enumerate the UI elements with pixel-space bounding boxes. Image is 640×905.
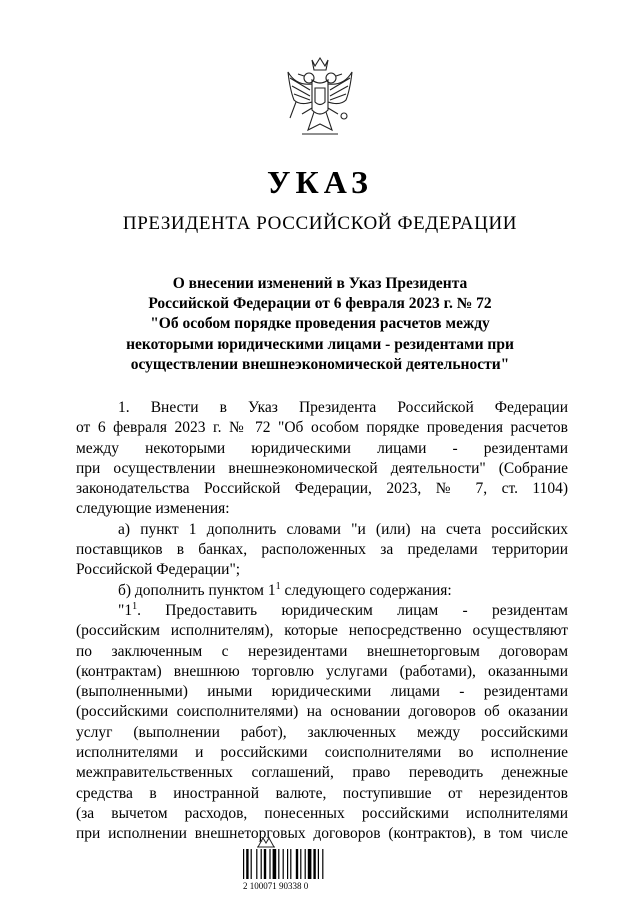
issuer-heading: ПРЕЗИДЕНТА РОССИЙСКОЙ ФЕДЕРАЦИИ bbox=[122, 213, 518, 234]
body-line: поставщиков в банках, расположенных за пределами территории bbox=[76, 541, 568, 559]
body-line: (выполненными) иными юридическими лицами - резидентами bbox=[76, 683, 568, 701]
body-line: исполнителями и российскими соисполнителями во исполнение bbox=[76, 744, 568, 762]
body-line: услуг (выполнении работ), заключенных между российскими bbox=[76, 723, 568, 741]
body-line: 1. Внести в Указ Президента Российской Федерации bbox=[118, 399, 568, 416]
barcode-bar bbox=[251, 849, 252, 879]
barcode-bar bbox=[243, 849, 244, 879]
barcode-bar bbox=[290, 849, 291, 879]
barcode-bar bbox=[283, 849, 284, 879]
barcode-bar bbox=[322, 849, 323, 879]
body-line bbox=[76, 601, 568, 621]
body-line: при исполнении внешнеторговых договоров (контрактов), в том числе bbox=[76, 825, 568, 843]
barcode-bar bbox=[287, 849, 288, 879]
title-line: некоторыми юридическими лицами - резидентами при bbox=[126, 335, 514, 353]
barcode-bar bbox=[300, 849, 301, 879]
body-line: (контрактам) внешнюю торговлю услугами (работами), оказанными bbox=[76, 662, 568, 680]
coat-of-arms-emblem bbox=[282, 56, 358, 142]
russian-coat-of-arms-icon bbox=[282, 56, 358, 142]
body-line: Российской Федерации"; bbox=[76, 561, 241, 579]
body-text: следующего содержания: bbox=[280, 581, 452, 599]
body-line: при осуществлении внешнеэкономической деятельности" (Собрание bbox=[76, 459, 568, 477]
body-line: законодательства Российской Федерации, 2023, № 7, ст. 1104) bbox=[76, 480, 568, 498]
superscript: 1 bbox=[132, 600, 138, 612]
title-line: "Об особом порядке проведения расчетов между bbox=[150, 315, 490, 333]
body-line: от 6 февраля 2023 г. № 72 "Об особом порядке проведения расчетов bbox=[76, 419, 568, 437]
decree-body bbox=[76, 398, 568, 845]
body-text: "1 bbox=[118, 601, 133, 619]
barcode-bar bbox=[246, 849, 248, 879]
body-line: а) пункт 1 дополнить словами "и (или) на счета российских bbox=[118, 520, 568, 538]
body-line: по заключенным с нерезидентами внешнеторговым договорам bbox=[76, 642, 568, 660]
body-line: средства в иностранной валюте, поступившие от нерезидентов bbox=[76, 784, 568, 802]
body-line: (российскими соисполнителями) на основании договоров об оказании bbox=[76, 703, 568, 721]
decree-title bbox=[60, 274, 580, 375]
title-line: Российской Федерации от 6 февраля 2023 г. № 72 bbox=[148, 295, 492, 313]
superscript: 1 bbox=[275, 580, 281, 592]
body-line: межправительственных соглашений, право переводить денежные bbox=[76, 764, 568, 782]
title-line: осуществлении внешнеэкономической деятельности" bbox=[130, 355, 510, 373]
barcode-bar bbox=[278, 849, 279, 879]
barcode-bar bbox=[308, 849, 312, 879]
body-line: следующие изменения: bbox=[76, 500, 230, 518]
body-line: между некоторыми юридическими лицами - резидентами bbox=[76, 439, 568, 457]
service-mark-icon bbox=[255, 835, 277, 849]
body-line: (за вычетом расходов, понесенных российскими исполнителями bbox=[76, 804, 568, 822]
body-line: (российским исполнителям), которые непосредственно осуществляют bbox=[76, 622, 568, 640]
barcode-number: 2 100071 90338 0 bbox=[243, 881, 309, 891]
barcode-bar bbox=[261, 849, 262, 879]
body-text: . Предоставить юридическим лицам - резидентам bbox=[137, 601, 568, 619]
barcode-bar bbox=[273, 849, 277, 879]
barcode-bar bbox=[318, 849, 319, 879]
barcode-bar bbox=[256, 849, 257, 879]
barcode-bar bbox=[313, 849, 315, 879]
barcode bbox=[243, 835, 343, 895]
barcode-bar bbox=[264, 849, 266, 879]
barcode-bar bbox=[296, 849, 298, 879]
barcode-bar bbox=[269, 849, 270, 879]
document-type-heading: УКАЗ bbox=[267, 164, 373, 200]
title-line: О внесении изменений в Указ Президента bbox=[172, 275, 468, 292]
body-text: б) дополнить пунктом 1 bbox=[118, 581, 276, 599]
body-line bbox=[76, 581, 568, 601]
barcode-stripes bbox=[243, 849, 341, 879]
barcode-bar bbox=[305, 849, 306, 879]
